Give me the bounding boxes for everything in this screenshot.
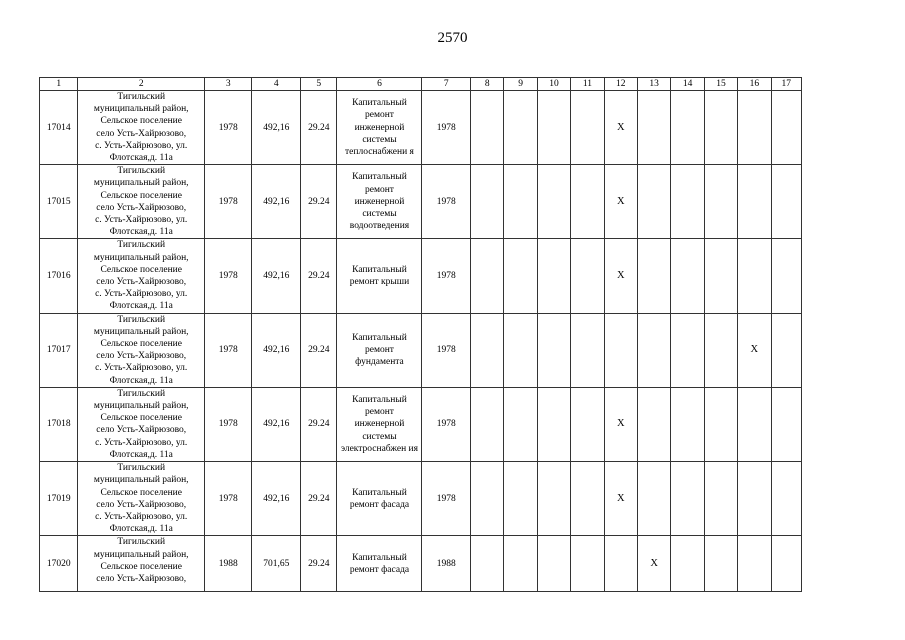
code-cell: 29.24 (301, 387, 337, 461)
period-cell-14 (671, 239, 704, 313)
address-line: село Усть-Хайрюзово, (96, 351, 187, 362)
work-type-cell: Капитальный ремонт фасада (337, 536, 422, 592)
period-cell-12 (604, 462, 637, 536)
row-id-cell: 17020 (40, 536, 78, 592)
period-cell-16 (738, 239, 771, 313)
period-cell-15 (704, 239, 737, 313)
period-cell-11 (571, 165, 604, 239)
code-cell: 29.24 (301, 91, 337, 165)
column-header-1: 1 (40, 78, 78, 91)
work-type-cell: Капитальный ремонт инженерной системы электроснабжен ия (337, 387, 422, 461)
year-cell: 1978 (204, 239, 252, 313)
period-cell-10 (537, 165, 570, 239)
work-type-cell: Капитальный ремонт фундамента (337, 313, 422, 387)
row-id-cell: 17018 (40, 387, 78, 461)
column-header-14: 14 (671, 78, 704, 91)
period-cell-13 (637, 462, 670, 536)
area-cell: 492,16 (252, 462, 301, 536)
address-line: Сельское поселение (100, 190, 182, 201)
year-work-cell: 1988 (422, 536, 471, 592)
year-work-cell: 1978 (422, 462, 471, 536)
code-cell: 29.24 (301, 313, 337, 387)
address-line: Флотская,д. 11а (109, 227, 173, 238)
period-cell-14 (671, 536, 704, 592)
address-cell (78, 91, 204, 165)
period-mark: X (616, 492, 625, 504)
address-line: с. Усть-Хайрюзово, ул. (95, 437, 188, 448)
address-line: Тигильский (117, 388, 166, 399)
period-cell-11 (571, 387, 604, 461)
table-row (40, 165, 802, 239)
column-header-13: 13 (637, 78, 670, 91)
period-cell-10 (537, 91, 570, 165)
column-header-2: 2 (78, 78, 204, 91)
row-id-cell: 17019 (40, 462, 78, 536)
period-cell-9 (504, 313, 537, 387)
year-cell: 1978 (204, 165, 252, 239)
area-cell: 701,65 (252, 536, 301, 592)
period-cell-14 (671, 165, 704, 239)
period-cell-9 (504, 462, 537, 536)
address-line: муниципальный район, (93, 549, 189, 560)
period-cell-13 (637, 91, 670, 165)
column-header-7: 7 (422, 78, 471, 91)
period-cell-14 (671, 91, 704, 165)
table-row (40, 239, 802, 313)
period-cell-16 (738, 313, 771, 387)
address-line: село Усть-Хайрюзово, (96, 499, 187, 510)
address-cell (78, 165, 204, 239)
row-id-cell: 17015 (40, 165, 78, 239)
column-header-17: 17 (771, 78, 801, 91)
column-header-9: 9 (504, 78, 537, 91)
period-cell-9 (504, 387, 537, 461)
period-cell-14 (671, 387, 704, 461)
period-cell-17 (771, 313, 801, 387)
period-cell-10 (537, 387, 570, 461)
address-line: Тигильский (117, 537, 166, 548)
period-cell-12 (604, 536, 637, 592)
address-line: село Усть-Хайрюзово, (96, 277, 187, 288)
address-line: муниципальный район, (93, 326, 189, 337)
page-number: 2570 (437, 30, 468, 46)
row-id-cell: 17016 (40, 239, 78, 313)
period-cell-9 (504, 91, 537, 165)
period-cell-8 (471, 239, 504, 313)
period-cell-8 (471, 536, 504, 592)
address-line: муниципальный район, (93, 401, 189, 412)
address-line: с. Усть-Хайрюзово, ул. (95, 140, 188, 151)
address-cell (78, 313, 204, 387)
period-cell-17 (771, 387, 801, 461)
address-cell (78, 387, 204, 461)
period-cell-17 (771, 239, 801, 313)
work-type-cell: Капитальный ремонт крыши (337, 239, 422, 313)
period-mark: X (616, 418, 625, 430)
address-line: Сельское поселение (100, 116, 182, 127)
period-cell-12 (604, 387, 637, 461)
work-type-cell: Капитальный ремонт фасада (337, 462, 422, 536)
period-cell-13 (637, 239, 670, 313)
period-cell-17 (771, 91, 801, 165)
column-header-16: 16 (738, 78, 771, 91)
area-cell: 492,16 (252, 239, 301, 313)
address-line: с. Усть-Хайрюзово, ул. (95, 215, 188, 226)
period-cell-12 (604, 165, 637, 239)
period-cell-10 (537, 536, 570, 592)
address-line: Тигильский (117, 463, 166, 474)
period-cell-15 (704, 462, 737, 536)
address-line: Тигильский (117, 92, 166, 102)
address-line: муниципальный район, (93, 104, 189, 115)
address-line: село Усть-Хайрюзово, (96, 202, 187, 213)
period-mark: X (616, 121, 625, 133)
repair-registry-table (39, 77, 802, 592)
column-header-5: 5 (301, 78, 337, 91)
period-cell-15 (704, 165, 737, 239)
period-cell-14 (671, 462, 704, 536)
address-line: село Усть-Хайрюзово, (96, 573, 187, 584)
year-work-cell: 1978 (422, 313, 471, 387)
year-work-cell: 1978 (422, 387, 471, 461)
code-cell: 29.24 (301, 536, 337, 592)
period-cell-10 (537, 239, 570, 313)
column-header-6: 6 (337, 78, 422, 91)
period-cell-15 (704, 313, 737, 387)
table-row (40, 313, 802, 387)
address-line: муниципальный район, (93, 178, 189, 189)
period-cell-11 (571, 91, 604, 165)
period-cell-13 (637, 313, 670, 387)
address-line: Сельское поселение (100, 561, 182, 572)
period-cell-9 (504, 165, 537, 239)
period-cell-17 (771, 536, 801, 592)
period-cell-13 (637, 165, 670, 239)
period-cell-16 (738, 387, 771, 461)
year-cell: 1978 (204, 313, 252, 387)
period-cell-15 (704, 387, 737, 461)
address-line: Тигильский (117, 240, 166, 251)
period-cell-10 (537, 462, 570, 536)
address-cell (78, 239, 204, 313)
table-body (40, 91, 802, 592)
year-cell: 1978 (204, 387, 252, 461)
area-cell: 492,16 (252, 313, 301, 387)
period-cell-16 (738, 165, 771, 239)
address-line: Тигильский (117, 166, 166, 177)
address-line: Сельское поселение (100, 339, 182, 350)
address-line: Флотская,д. 11а (109, 449, 173, 460)
period-mark: X (616, 195, 625, 207)
address-line: Сельское поселение (100, 413, 182, 424)
year-work-cell: 1978 (422, 239, 471, 313)
area-cell: 492,16 (252, 91, 301, 165)
table-row (40, 91, 802, 165)
code-cell: 29.24 (301, 239, 337, 313)
table-row (40, 387, 802, 461)
year-cell: 1978 (204, 91, 252, 165)
address-line: Сельское поселение (100, 487, 182, 498)
period-mark: X (616, 269, 625, 281)
period-cell-16 (738, 91, 771, 165)
period-cell-8 (471, 387, 504, 461)
column-number-row (40, 78, 802, 91)
period-cell-17 (771, 462, 801, 536)
address-line: Флотская,д. 11а (109, 301, 173, 312)
address-line: Флотская,д. 11а (109, 524, 173, 535)
period-cell-17 (771, 165, 801, 239)
period-cell-9 (504, 536, 537, 592)
period-cell-14 (671, 313, 704, 387)
year-cell: 1978 (204, 462, 252, 536)
column-header-3: 3 (204, 78, 252, 91)
period-cell-11 (571, 239, 604, 313)
column-header-4: 4 (252, 78, 301, 91)
column-header-8: 8 (471, 78, 504, 91)
period-cell-8 (471, 91, 504, 165)
period-cell-9 (504, 239, 537, 313)
period-cell-13 (637, 536, 670, 592)
period-cell-12 (604, 239, 637, 313)
address-line: Флотская,д. 11а (109, 153, 173, 164)
address-line: муниципальный район, (93, 252, 189, 263)
period-cell-8 (471, 165, 504, 239)
area-cell: 492,16 (252, 387, 301, 461)
period-cell-12 (604, 313, 637, 387)
row-id-cell: 17017 (40, 313, 78, 387)
period-cell-12 (604, 91, 637, 165)
address-line: с. Усть-Хайрюзово, ул. (95, 289, 188, 300)
year-cell: 1988 (204, 536, 252, 592)
period-cell-11 (571, 536, 604, 592)
period-cell-11 (571, 313, 604, 387)
table-row (40, 462, 802, 536)
address-line: Тигильский (117, 314, 166, 325)
area-cell: 492,16 (252, 165, 301, 239)
column-header-12: 12 (604, 78, 637, 91)
period-cell-13 (637, 387, 670, 461)
code-cell: 29.24 (301, 165, 337, 239)
period-cell-10 (537, 313, 570, 387)
period-cell-15 (704, 91, 737, 165)
period-cell-8 (471, 462, 504, 536)
period-mark: X (650, 557, 658, 569)
period-cell-16 (738, 536, 771, 592)
address-line: с. Усть-Хайрюзово, ул. (95, 363, 188, 374)
column-header-11: 11 (571, 78, 604, 91)
row-id-cell: 17014 (40, 91, 78, 165)
period-mark: X (750, 344, 759, 356)
address-line: Сельское поселение (100, 264, 182, 275)
address-line: село Усть-Хайрюзово, (96, 128, 187, 139)
period-cell-15 (704, 536, 737, 592)
address-cell (78, 462, 204, 536)
year-work-cell: 1978 (422, 165, 471, 239)
column-header-15: 15 (704, 78, 737, 91)
period-cell-8 (471, 313, 504, 387)
year-work-cell: 1978 (422, 91, 471, 165)
column-header-10: 10 (537, 78, 570, 91)
code-cell: 29.24 (301, 462, 337, 536)
work-type-cell: Капитальный ремонт инженерной системы теплоснабжени я (337, 91, 422, 165)
work-type-cell: Капитальный ремонт инженерной системы водоотведения (337, 165, 422, 239)
address-line: с. Усть-Хайрюзово, ул. (95, 511, 188, 522)
address-line: село Усть-Хайрюзово, (96, 425, 187, 436)
period-cell-11 (571, 462, 604, 536)
table-header (40, 78, 802, 91)
address-line: Флотская,д. 11а (109, 375, 173, 386)
address-line: муниципальный район, (93, 475, 189, 486)
table-row (40, 536, 802, 592)
period-cell-16 (738, 462, 771, 536)
address-cell (78, 536, 204, 592)
